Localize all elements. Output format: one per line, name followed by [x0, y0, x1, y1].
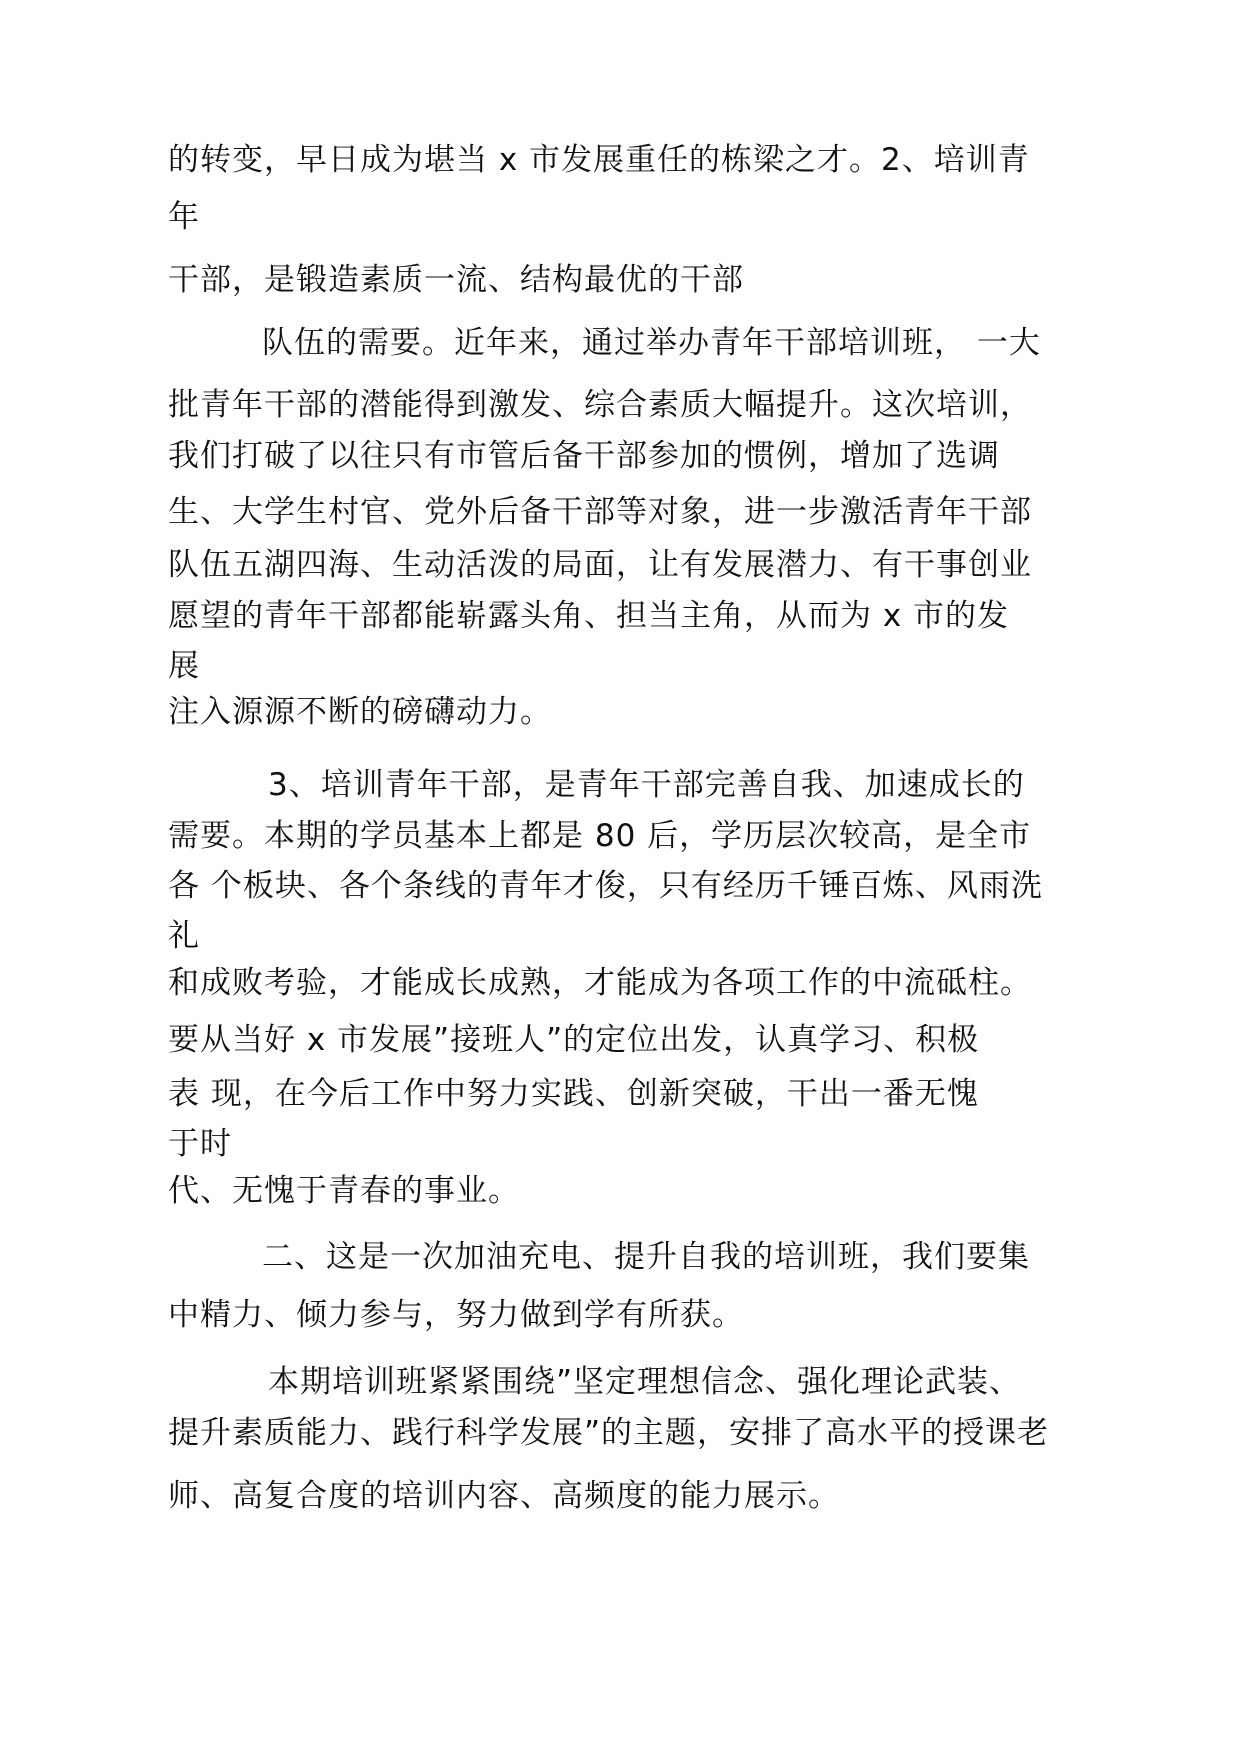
text-line: 的转变，早日成为堪当 x 市发展重任的栋梁之才。2、培训青 [168, 142, 1030, 178]
text-line: 愿望的青年干部都能崭露头角、担当主角，从而为 x 市的发 [168, 598, 1010, 634]
text-line: 生、大学生村官、党外后备干部等对象，进一步激活青年干部 [168, 494, 1032, 530]
text-line: 队伍五湖四海、生动活泼的局面，让有发展潜力、有干事创业 [168, 547, 1032, 583]
text-line: 我们打破了以往只有市管后备干部参加的惯例，增加了选调 [168, 438, 1000, 474]
text-line: 本期培训班紧紧围绕”坚定理想信念、强化理论武装、 [268, 1364, 1022, 1400]
text-line: 师、高复合度的培训内容、高频度的能力展示。 [168, 1478, 840, 1514]
text-line: 于时 [168, 1126, 232, 1162]
text-line: 代、无愧于青春的事业。 [168, 1173, 520, 1209]
text-line: 各 个板块、各个条线的青年才俊，只有经历千锤百炼、风雨洗 [168, 868, 1043, 904]
text-line: 要从当好 x 市发展”接班人”的定位出发，认真学习、积极 [168, 1022, 980, 1058]
text-line: 需要。本期的学员基本上都是 80 后，学历层次较高，是全市 [168, 818, 1032, 854]
text-line: 提升素质能力、践行科学发展”的主题，安排了高水平的授课老 [168, 1415, 1050, 1451]
text-line: 表 现，在今后工作中努力实践、创新突破，干出一番无愧 [168, 1076, 979, 1112]
text-line: 3、培训青年干部，是青年干部完善自我、加速成长的 [268, 767, 1025, 803]
text-line: 中精力、倾力参与，努力做到学有所获。 [168, 1297, 744, 1333]
text-line: 队伍的需要。近年来，通过举办青年干部培训班， 一大 [262, 325, 1041, 361]
text-line: 二、这是一次加油充电、提升自我的培训班，我们要集 [262, 1239, 1030, 1275]
text-line: 展 [168, 648, 200, 684]
text-line: 批青年干部的潜能得到激发、综合素质大幅提升。这次培训， [168, 387, 1032, 423]
text-line: 注入源源不断的磅礴动力。 [168, 694, 552, 730]
text-line: 和成败考验，才能成长成熟，才能成为各项工作的中流砥柱。 [168, 965, 1032, 1001]
text-line: 干部，是锻造素质一流、结构最优的干部 [168, 262, 744, 298]
text-line: 礼 [168, 918, 200, 954]
text-line: 年 [168, 199, 200, 235]
